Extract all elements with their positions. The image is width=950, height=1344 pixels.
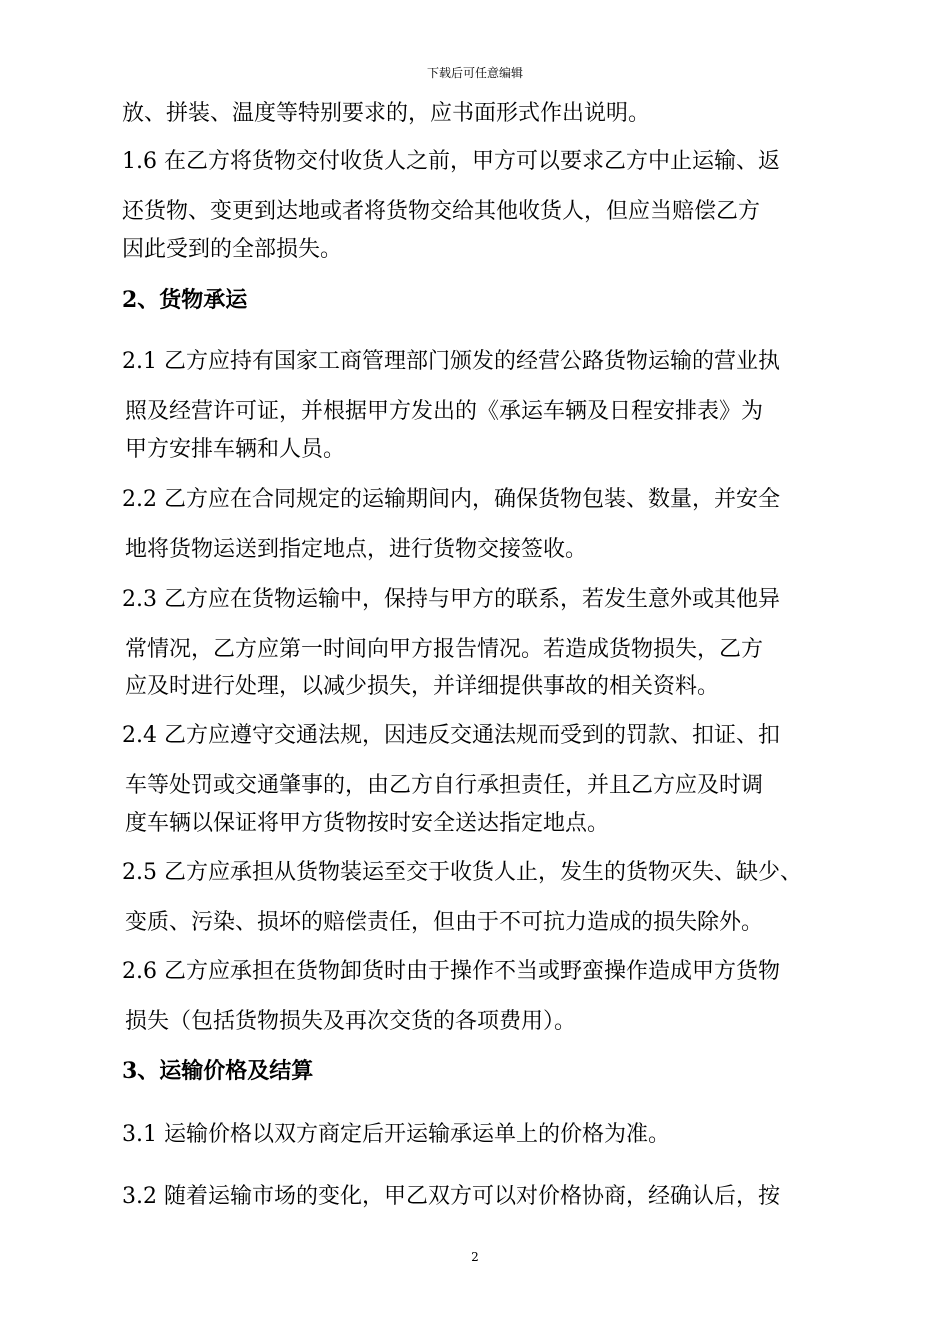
text-line: 3.2 随着运输市场的变化，甲乙双方可以对价格协商，经确认后，按 xyxy=(122,1184,780,1209)
section-heading: 3、运输价格及结算 xyxy=(122,1058,314,1084)
text-line: 车等处罚或交通肇事的，由乙方自行承担责任，并且乙方应及时调 xyxy=(125,773,764,798)
page-number: 2 xyxy=(471,1250,479,1264)
text-line: 照及经营许可证，并根据甲方发出的《承运车辆及日程安排表》为 xyxy=(125,399,764,424)
text-line: 地将货物运送到指定地点，进行货物交接签收。 xyxy=(125,537,588,562)
text-line: 2.4 乙方应遵守交通法规，因违反交通法规而受到的罚款、扣证、扣 xyxy=(122,723,780,748)
text-line: 3.1 运输价格以双方商定后开运输承运单上的价格为准。 xyxy=(122,1122,670,1147)
section-heading: 2、货物承运 xyxy=(122,287,248,313)
text-line: 因此受到的全部损失。 xyxy=(122,237,343,262)
text-line: 损失（包括货物损失及再次交货的各项费用）。 xyxy=(125,1009,577,1034)
text-line: 1.6 在乙方将货物交付收货人之前，甲方可以要求乙方中止运输、返 xyxy=(122,149,780,174)
text-line: 2.2 乙方应在合同规定的运输期间内，确保货物包装、数量，并安全 xyxy=(122,487,780,512)
text-line: 应及时进行处理，以减少损失，并详细提供事故的相关资料。 xyxy=(125,674,720,699)
text-line: 甲方安排车辆和人员。 xyxy=(125,437,346,462)
text-line: 放、拼装、温度等特别要求的，应书面形式作出说明。 xyxy=(122,101,651,126)
text-line: 还货物、变更到达地或者将货物交给其他收货人，但应当赔偿乙方 xyxy=(122,199,761,224)
text-line: 常情况，乙方应第一时间向甲方报告情况。若造成货物损失，乙方 xyxy=(125,637,764,662)
page-header: 下载后可任意编辑 xyxy=(426,66,523,80)
text-line: 2.1 乙方应持有国家工商管理部门颁发的经营公路货物运输的营业执 xyxy=(122,349,780,374)
text-line: 变质、污染、损坏的赔偿责任，但由于不可抗力造成的损失除外。 xyxy=(125,910,764,935)
text-line: 2.6 乙方应承担在货物卸货时由于操作不当或野蛮操作造成甲方货物 xyxy=(122,959,780,984)
text-line: 2.5 乙方应承担从货物装运至交于收货人止，发生的货物灭失、缺少、 xyxy=(122,860,802,885)
text-line: 度车辆以保证将甲方货物按时安全送达指定地点。 xyxy=(125,811,610,836)
text-line: 2.3 乙方应在货物运输中，保持与甲方的联系，若发生意外或其他异 xyxy=(122,587,780,612)
